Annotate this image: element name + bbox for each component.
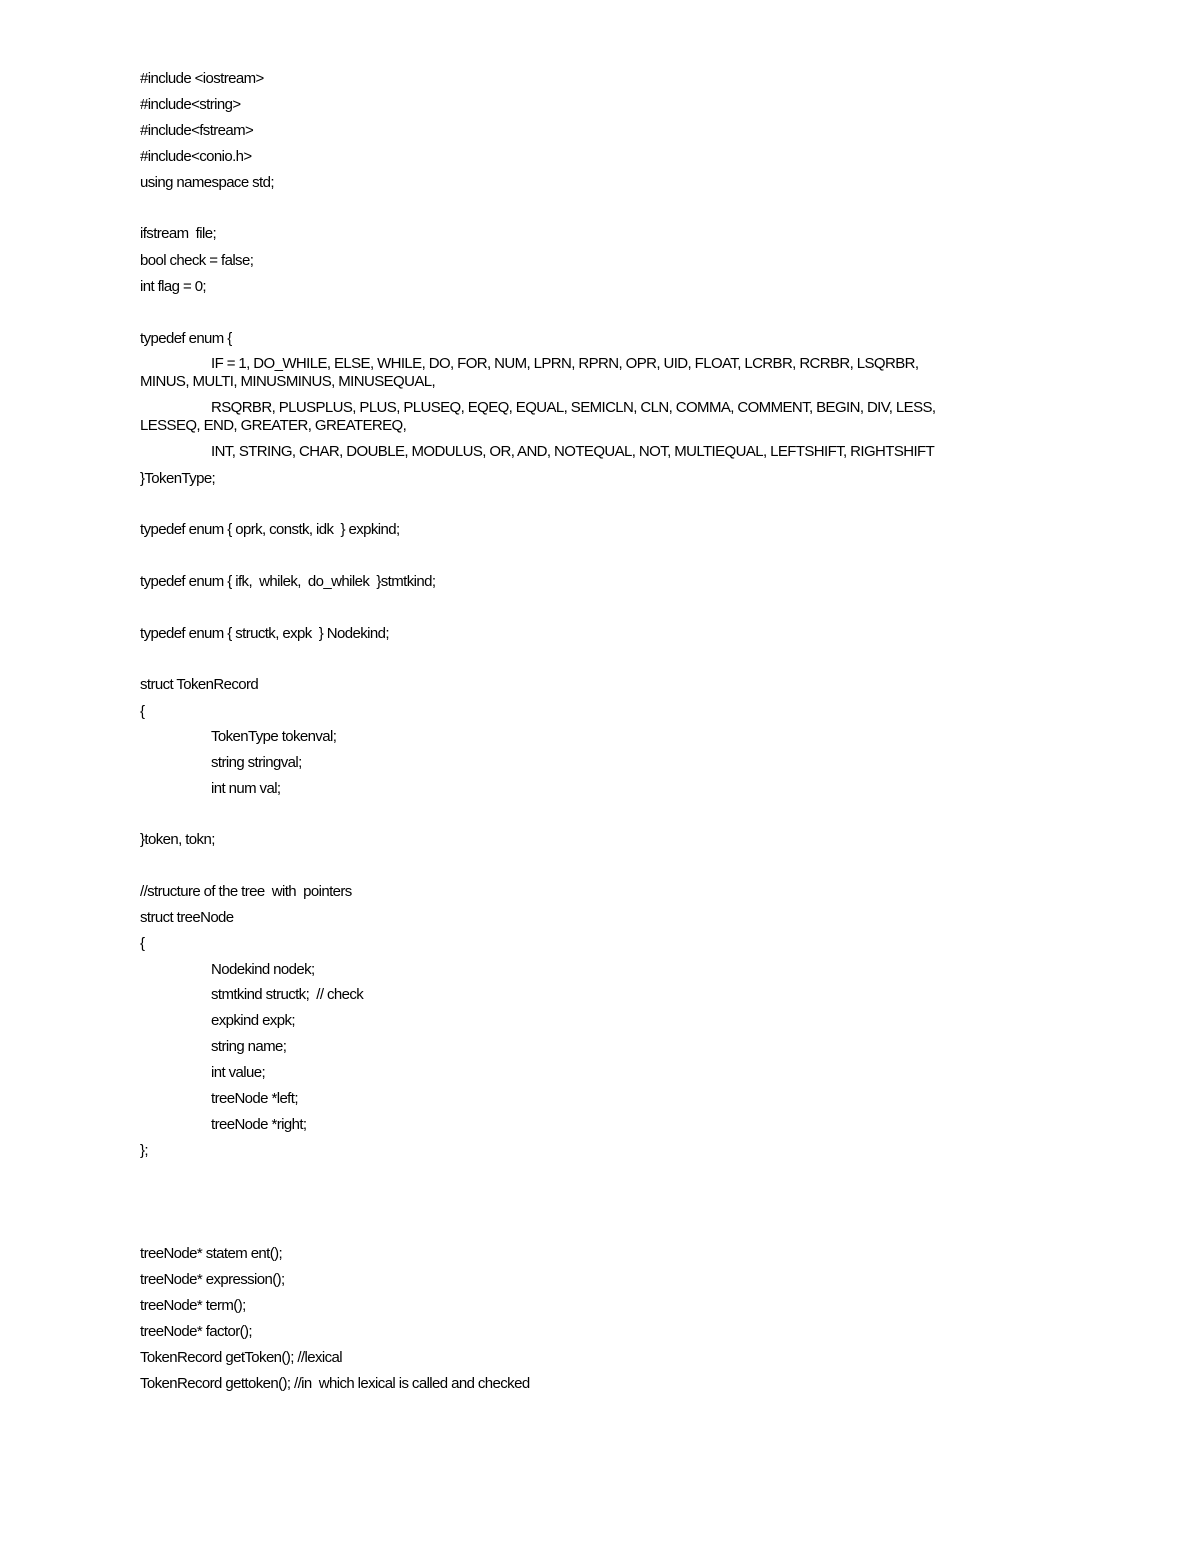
code-line: }token, tokn; [140,831,215,848]
code-line: #include<conio.h> [140,148,252,165]
code-line: typedef enum { structk, expk } Nodekind; [140,625,389,642]
code-line: #include <iostream> [140,70,264,87]
code-line: int flag = 0; [140,278,206,295]
code-comment: //structure of the tree with pointers [140,883,352,900]
code-line: }; [140,1142,148,1159]
code-line: string stringval; [211,754,302,771]
code-line: using namespace std; [140,174,274,191]
code-line: { [140,935,145,952]
code-line: treeNode *right; [211,1116,307,1133]
code-line: treeNode *left; [211,1090,298,1107]
code-line: ifstream file; [140,225,217,242]
code-line: typedef enum { [140,330,232,347]
code-line: IF = 1, DO_WHILE, ELSE, WHILE, DO, FOR, NUM, LPRN, RPRN, OPR, UID, FLOAT, LCRBR, RCRBR, LSQRBR, [211,355,919,372]
code-line: INT, STRING, CHAR, DOUBLE, MODULUS, OR, AND, NOTEQUAL, NOT, MULTIEQUAL, LEFTSHIFT, RIGHTSHIFT [211,443,935,460]
code-line: LESSEQ, END, GREATER, GREATEREQ, [140,417,407,434]
code-line: Nodekind nodek; [211,961,315,978]
code-line: expkind expk; [211,1012,295,1029]
code-line: bool check = false; [140,252,254,269]
code-line: stmtkind structk; // check [211,986,364,1003]
code-line: TokenRecord getToken(); //lexical [140,1349,342,1366]
code-line: #include<string> [140,96,241,113]
code-line: RSQRBR, PLUSPLUS, PLUS, PLUSEQ, EQEQ, EQUAL, SEMICLN, CLN, COMMA, COMMENT, BEGIN, DIV, LESS, [211,399,936,416]
code-line: int value; [211,1064,266,1081]
code-line: MINUS, MULTI, MINUSMINUS, MINUSEQUAL, [140,373,436,390]
code-line: struct TokenRecord [140,676,259,693]
code-line: treeNode* expression(); [140,1271,285,1288]
code-line: treeNode* term(); [140,1297,246,1314]
code-line: TokenRecord gettoken(); //in which lexical is called and checked [140,1375,530,1392]
code-line: treeNode* statem ent(); [140,1245,283,1262]
code-line: string name; [211,1038,287,1055]
code-line: typedef enum { oprk, constk, idk } expkind; [140,521,400,538]
code-line: treeNode* factor(); [140,1323,252,1340]
code-line: TokenType tokenval; [211,728,337,745]
code-line: #include<fstream> [140,122,254,139]
code-line: { [140,703,145,720]
code-line: typedef enum { ifk, whilek, do_whilek }stmtkind; [140,573,436,590]
code-line: int num val; [211,780,281,797]
code-line: }TokenType; [140,470,216,487]
code-line: struct treeNode [140,909,234,926]
